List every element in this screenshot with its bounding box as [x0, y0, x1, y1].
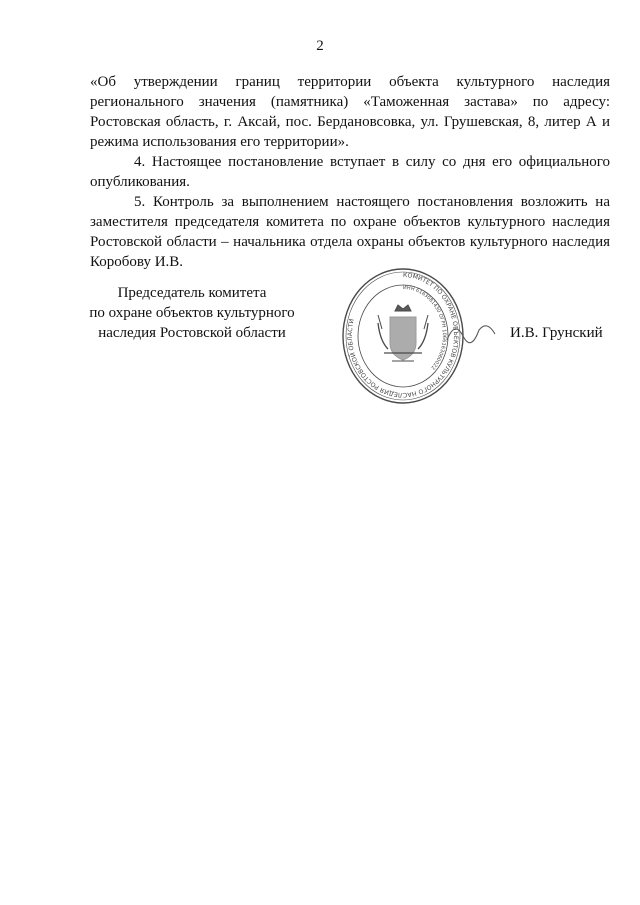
- handwritten-signature: [445, 300, 505, 360]
- position-line-2: по охране объектов культурного: [89, 305, 295, 321]
- body-text: [90, 72, 610, 272]
- seal-outer-text: КОМИТЕТ ПО ОХРАНЕ ОБЪЕКТОВ КУЛЬТУРНОГО НАСЛЕДИЯ РОСТОВСКОЙ ОБЛАСТИ: [346, 271, 459, 399]
- paragraph-resolution-title: «Об утверждении границ территории объекта культурного наследия регионального значения (памятника) «Таможенная застава» по адресу: Ростовская область, г. Аксай, пос. Бердановсовка, ул. Грушевская, 8, литер А и режима использования его территории».: [90, 74, 610, 150]
- paragraph-item-5: 5. Контроль за выполнением настоящего постановления возложить на заместителя председателя комитета по охране объектов культурного наследия Ростовской области – начальника отдела охраны объектов культурного наследия Коробову И.В.: [90, 194, 610, 270]
- signer-name: И.В. Грунский: [510, 325, 603, 341]
- signatory-position: [60, 283, 324, 343]
- seal-inner-text: ИНН 6163081430 ОГРН 1066163060022: [402, 284, 447, 371]
- page-number: 2: [316, 38, 324, 54]
- position-line-3: наследия Ростовской области: [98, 325, 286, 341]
- coat-of-arms-icon: [378, 305, 428, 361]
- paragraph-item-4: 4. Настоящее постановление вступает в силу со дня его официального опубликования.: [90, 154, 610, 190]
- position-line-1: Председатель комитета: [117, 285, 267, 301]
